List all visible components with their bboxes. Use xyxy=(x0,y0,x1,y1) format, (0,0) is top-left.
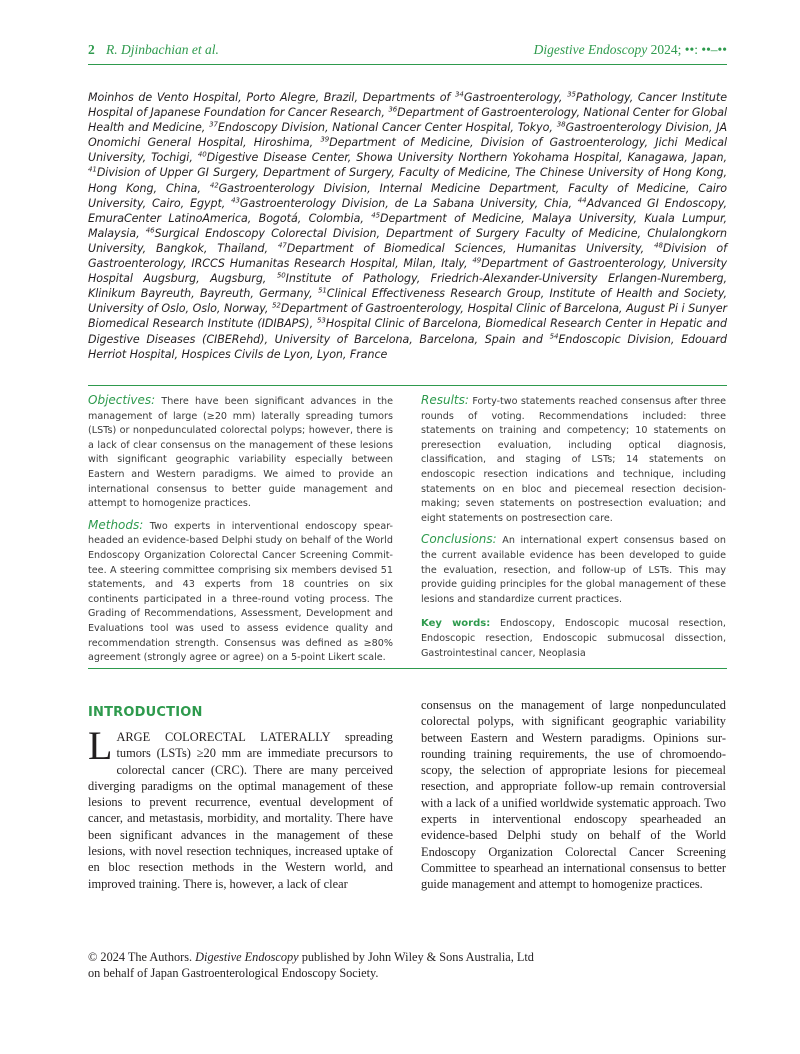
affiliation-text: Endoscopic Division, Edouard Herriot Hospital, Hospices Civils de Lyon, Lyon, France xyxy=(88,332,727,361)
footer-journal: Digestive Endoscopy xyxy=(195,950,299,964)
affiliation-text: Division of Upper GI Surgery, Department of Surgery, Faculty of Medicine, The Chinese University of Hong Kong, Hong Kong, China, xyxy=(88,166,727,195)
affiliation-text: Gastroenterology Division, JA Onomichi General Hospital, Hiroshima, xyxy=(88,121,727,150)
journal-year-issue: 2024; ••: ••–•• xyxy=(650,42,727,57)
affiliation-text: Pathology, Cancer Institute Hospital of Japanese Foundation for Cancer Research, xyxy=(88,91,727,120)
affiliation-number: 34 xyxy=(455,90,464,99)
methods-heading: Methods: xyxy=(88,517,144,532)
affiliation-number: 35 xyxy=(567,90,576,99)
publisher-text: published by John Wiley & Sons Australia, Ltd xyxy=(298,950,534,964)
affiliation-number: 43 xyxy=(231,195,240,204)
affiliation-number: 53 xyxy=(317,316,326,325)
section-heading-introduction: INTRODUCTION xyxy=(88,705,203,720)
results-text: Forty-two statements reached consensus after three rounds of voting. Recommendations included: three statements on training and competency; 10 statements on preresection evaluation, including optical diagnosis, classification, and staging of LSTs; 14 statements on endoscopic resection indications and technique, including statements on en bloc and piecemeal resection decision-making; seven statements on postresection evaluation; and eight statements on postresection care. xyxy=(421,396,727,524)
affiliation-text: Gastroenterology, xyxy=(463,91,568,104)
affiliation-text: Division of Gastroenterology, IRCCS Humanitas Research Hospital, Milan, Italy, xyxy=(88,241,728,271)
abstract-top-rule xyxy=(88,385,727,386)
objectives-heading: Objectives: xyxy=(88,393,156,407)
affiliation-number: 38 xyxy=(556,120,566,129)
abstract-conclusions xyxy=(421,532,726,607)
affiliation-number: 37 xyxy=(209,120,218,129)
affiliation-number: 41 xyxy=(88,165,97,174)
affiliation-text: Department of Gastroenterology, University Hospital Augsburg, Augsburg, xyxy=(88,257,727,286)
running-authors: R. Djinbachian et al. xyxy=(106,42,219,57)
society-text: on behalf of Japan Gastroenterological Endoscopy Society. xyxy=(88,966,379,980)
affiliation-text: Gastroenterology Division, Internal Medicine Department, Faculty of Medicine, Cairo University, Cairo, Egypt, xyxy=(88,181,727,210)
abstract-bottom-rule xyxy=(88,668,727,669)
results-heading: Results: xyxy=(421,393,469,407)
drop-cap: L xyxy=(88,723,113,768)
affiliation-text: Advanced GI Endoscopy, EmuraCenter LatinoAmerica, Bogotá, Colombia, xyxy=(88,196,727,225)
affiliation-text: Surgical Endoscopy Colorectal Division, Department of Surgery Faculty of Medicine, Chulalongkorn University, Bangkok, Thailand, xyxy=(88,226,727,255)
affiliation-number: 45 xyxy=(371,211,381,220)
keywords-text: Endoscopy, Endoscopic mucosal resection, Endoscopic resection, Endoscopic submucosal dissection, Gastrointestinal cancer, Neoplasia xyxy=(421,618,726,659)
journal-name: Digestive Endoscopy xyxy=(533,42,648,57)
objectives-text: There have been significant advances in the management of large (≥20 mm) laterally spreading tumors (LSTs) or nonpedunculated colorectal polyps; however, there is a lack of clear consensus on the management of these lesions with significant geographic variability especially between Eastern and Western paradigms. We aimed to provide an international consensus to better guide management and attempt to homogenize practices. xyxy=(88,396,393,510)
affiliation-number: 49 xyxy=(472,256,482,265)
affiliation-text: Hospital Clinic of Barcelona, Biomedical Research Center in Hepatic and Digestive Diseases (CIBERehd), University of Barcelona, Barcelona, Spain and xyxy=(88,317,728,346)
page-number: 2 xyxy=(88,42,95,57)
affiliation-text: Department of Gastroenterology, Hospital Clinic of Barcelona, August Pi i Sunyer Biomedical Research Institute (IDIBAPS), xyxy=(88,302,727,331)
affiliation-number: 46 xyxy=(145,226,155,235)
affiliation-number: 50 xyxy=(276,271,286,280)
affiliation-text: Institute of Pathology, Friedrich-Alexander-University Erlangen-Nuremberg, Klinikum Bayreuth, Bayreuth, Germany, xyxy=(88,272,728,301)
affiliation-text: Gastroenterology Division, de La Sabana University, Chia, xyxy=(239,196,578,210)
conclusions-heading: Conclusions: xyxy=(421,532,497,547)
affiliation-text: Moinhos de Vento Hospital, Porto Alegre, Brazil, Departments of xyxy=(88,91,455,104)
abstract-methods xyxy=(88,518,393,666)
conclusions-text: An international expert consensus based on the current available evidence has been developed to guide the evaluation, resection, and follow-up of LSTs. This may provide guiding principles for the global management of these lesions and standardize current practices. xyxy=(421,535,726,605)
affiliation-text: Digestive Disease Center, Showa University Northern Yokohama Hospital, Kanagawa, Japan, xyxy=(206,151,728,165)
affiliation-number: 47 xyxy=(277,241,287,250)
intro-column-left xyxy=(88,723,393,892)
affiliation-text: Department of Medicine, Division of Gastroenterology, Jichi Medical University, Tochigi, xyxy=(88,136,727,165)
copyright-footer xyxy=(88,949,588,981)
affiliation-number: 44 xyxy=(577,195,587,204)
abstract-keywords xyxy=(421,617,726,661)
abstract-results xyxy=(421,393,726,526)
header-rule xyxy=(88,64,727,65)
affiliation-text: Department of Medicine, Malaya University, Kuala Lumpur, Malaysia, xyxy=(88,211,727,240)
affiliation-text: Department of Biomedical Sciences, Humanitas University, xyxy=(286,241,655,255)
affiliation-text: Clinical Effectiveness Research Group, Institute of Health and Society, University of Oslo, Oslo, Norway, xyxy=(88,287,727,316)
intro-paragraph-right: consensus on the management of large nonpedunculated colorectal polyps, with significant geographic variability between Eastern and Western paradigms. Opinions sur-rounding training requirements, the use of chromoendo-scopy, the selection of appropriate lesions for piecemeal resection, and appropriate follow-up remain controversial with a lack of a unified worldwide systematic approach. Two experts in interventional endoscopy spearheaded an evidence-based Delphi study on behalf of the World Endoscopy Organization Colorectal Cancer Screening Committee to spearhead an international consensus to better guide management and attempt to homogenize practices. xyxy=(421,698,726,892)
affiliation-number: 52 xyxy=(272,301,281,310)
affiliation-text: Department of Gastroenterology, National Center for Global Health and Medicine, xyxy=(88,106,728,135)
affiliation-number: 39 xyxy=(320,135,330,144)
affiliation-text: Endoscopy Division, National Cancer Center Hospital, Tokyo, xyxy=(217,121,557,135)
intro-column-right xyxy=(421,697,726,893)
affiliations-block xyxy=(88,90,727,362)
methods-text: Two experts in interventional endoscopy spear-headed an evidence-based Delphi study on behalf of the World Endoscopy Organization Colorectal Cancer Screening Commit-tee. A steering committee comprising six members devised 51 statements, and 43 experts from 18 countries on six continents participated in a three-round voting process. The Grading of Recommendations, Assessment, Development and Evaluations tool was used to assess evidence quality and recommendation strength. Consensus was defined as ≥80% agreement (strongly agree or agree) on a 5-point Likert scale. xyxy=(88,520,393,664)
abstract-left-column xyxy=(88,393,393,672)
affiliation-number: 36 xyxy=(388,105,398,114)
keywords-heading: Key words: xyxy=(421,618,491,630)
abstract-right-column xyxy=(421,393,726,667)
affiliation-number: 40 xyxy=(197,150,207,159)
abstract-objectives xyxy=(88,393,393,512)
affiliation-number: 51 xyxy=(317,286,327,295)
running-header xyxy=(88,42,727,64)
copyright-text: © 2024 The Authors. xyxy=(88,950,196,964)
affiliation-number: 42 xyxy=(209,180,219,189)
affiliation-number: 48 xyxy=(654,241,663,250)
affiliation-number: 54 xyxy=(549,331,559,340)
intro-paragraph-left: ARGE COLORECTAL LATERALLY spreading tumors (LSTs) ≥20 mm are immediate precursors to colorectal cancer (CRC). There are many perceived diverging paradigms on the optimal management of these lesions to prevent recurrence, eventual development of cancer, and metastasis, morbidity, and mortality. There have been significant advances in the management of these lesions, with novel resection techniques, increased uptake of en bloc resection methods in the Western world, and improved training. There is, however, a lack of clear xyxy=(88,730,393,891)
journal-citation xyxy=(534,42,727,58)
